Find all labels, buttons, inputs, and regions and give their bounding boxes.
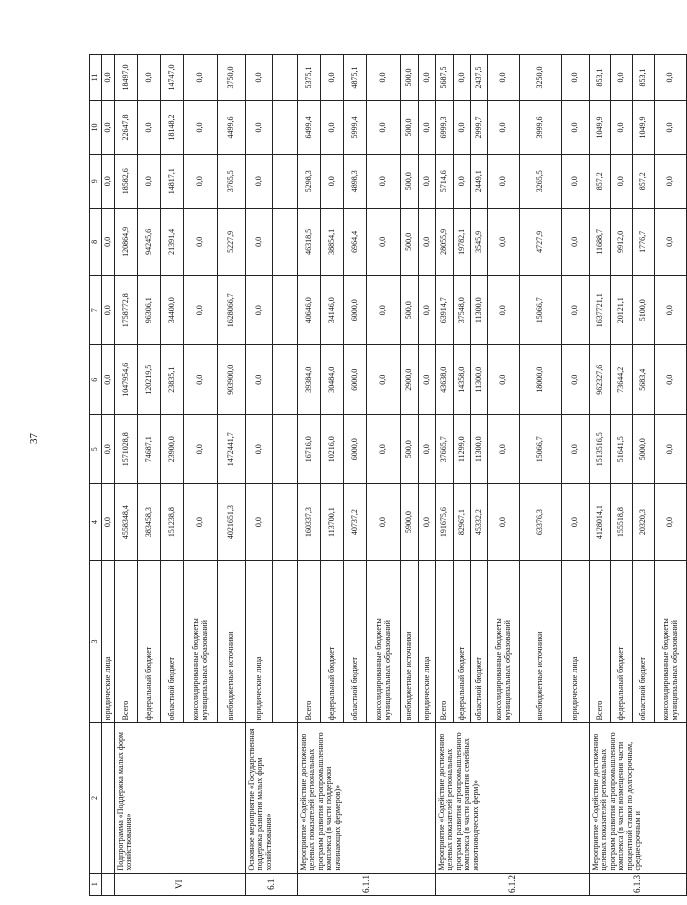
amount-cell: 0,0 — [246, 154, 273, 208]
amount-cell: 5375,1 — [298, 55, 321, 101]
funding-source-cell: федеральный бюджет — [138, 560, 161, 723]
table-row — [246, 55, 273, 896]
row-number-cell: 6.1.3 — [590, 873, 687, 895]
amount-cell: 0,0 — [102, 154, 115, 208]
funding-source-cell: областной бюджет — [161, 560, 184, 723]
amount-cell: 0,0 — [184, 484, 218, 560]
amount-cell: 0,0 — [562, 414, 590, 484]
amount-cell: 0,0 — [367, 345, 401, 415]
amount-cell: 903900,0 — [218, 345, 246, 415]
amount-cell: 0,0 — [184, 345, 218, 415]
column-number: 10 — [90, 101, 102, 155]
amount-cell: 39384,0 — [298, 345, 321, 415]
row-number-cell: 6.1.1 — [298, 873, 436, 895]
amount-cell: 11688,7 — [590, 208, 611, 275]
event-name-cell — [102, 723, 115, 873]
amount-cell: 0,0 — [367, 208, 401, 275]
amount-cell: 0,0 — [488, 484, 520, 560]
amount-cell: 1776,7 — [633, 208, 655, 275]
row-number-cell: 6.1.2 — [436, 873, 590, 895]
amount-cell: 21391,4 — [161, 208, 184, 275]
amount-cell: 37665,7 — [436, 414, 454, 484]
amount-cell: 4021651,3 — [218, 484, 246, 560]
amount-cell: 5298,3 — [298, 154, 321, 208]
amount-cell: 0,0 — [562, 345, 590, 415]
column-number: 1 — [90, 873, 102, 895]
amount-cell: 0,0 — [367, 101, 401, 155]
event-name-cell: Мероприятие «Содействие достижению целевых показателей региональных программ развития агропромышленного комплекса (в части поддержки начинающих фермеров)» — [298, 723, 436, 873]
amount-cell: 0,0 — [655, 345, 687, 415]
amount-cell: 120219,5 — [138, 345, 161, 415]
amount-cell: 0,0 — [367, 275, 401, 345]
amount-cell: 0,0 — [488, 275, 520, 345]
amount-cell: 0,0 — [138, 154, 161, 208]
amount-cell: 0,0 — [655, 101, 687, 155]
amount-cell: 0,0 — [419, 154, 436, 208]
row-number-cell — [102, 873, 115, 895]
amount-cell — [273, 101, 298, 155]
amount-cell: 5000,0 — [633, 414, 655, 484]
amount-cell: 1047954,6 — [115, 345, 138, 415]
amount-cell: 0,0 — [419, 55, 436, 101]
amount-cell: 23835,1 — [161, 345, 184, 415]
amount-cell: 14747,0 — [161, 55, 184, 101]
amount-cell: 0,0 — [419, 414, 436, 484]
amount-cell: 0,0 — [454, 154, 471, 208]
amount-cell: 962327,6 — [590, 345, 611, 415]
amount-cell: 5714,6 — [436, 154, 454, 208]
amount-cell: 18582,6 — [115, 154, 138, 208]
amount-cell: 0,0 — [246, 55, 273, 101]
amount-cell: 0,0 — [419, 345, 436, 415]
amount-cell — [273, 154, 298, 208]
amount-cell: 0,0 — [138, 101, 161, 155]
amount-cell: 11300,0 — [471, 414, 488, 484]
amount-cell: 0,0 — [184, 55, 218, 101]
amount-cell: 4558348,4 — [115, 484, 138, 560]
funding-source-cell: федеральный бюджет — [611, 560, 633, 723]
amount-cell: 0,0 — [102, 101, 115, 155]
table-row — [102, 55, 115, 896]
column-number: 3 — [90, 560, 102, 723]
amount-cell — [273, 208, 298, 275]
amount-cell: 0,0 — [419, 484, 436, 560]
amount-cell: 0,0 — [488, 414, 520, 484]
amount-cell — [273, 484, 298, 560]
amount-cell: 0,0 — [419, 275, 436, 345]
funding-source-cell: консолидированные бюджеты муниципальных образований — [367, 560, 401, 723]
amount-cell: 500,0 — [401, 55, 419, 101]
funding-source-cell: внебюджетные источники — [401, 560, 419, 723]
amount-cell: 51641,5 — [611, 414, 633, 484]
amount-cell: 5100,0 — [633, 275, 655, 345]
amount-cell: 19782,1 — [454, 208, 471, 275]
amount-cell: 0,0 — [102, 275, 115, 345]
amount-cell — [273, 345, 298, 415]
amount-cell: 0,0 — [102, 484, 115, 560]
amount-cell: 14358,0 — [454, 345, 471, 415]
amount-cell: 0,0 — [562, 484, 590, 560]
amount-cell: 0,0 — [246, 101, 273, 155]
amount-cell: 0,0 — [246, 345, 273, 415]
amount-cell: 0,0 — [419, 101, 436, 155]
amount-cell: 18000,0 — [520, 345, 562, 415]
amount-cell: 5999,4 — [344, 101, 367, 155]
amount-cell: 0,0 — [419, 208, 436, 275]
amount-cell: 6999,3 — [436, 101, 454, 155]
amount-cell: 6964,4 — [344, 208, 367, 275]
amount-cell: 0,0 — [367, 414, 401, 484]
funding-source-cell — [273, 560, 298, 723]
amount-cell: 0,0 — [367, 484, 401, 560]
amount-cell: 10216,0 — [321, 414, 344, 484]
amount-cell: 0,0 — [184, 154, 218, 208]
amount-cell: 0,0 — [454, 101, 471, 155]
amount-cell: 37548,0 — [454, 275, 471, 345]
amount-cell: 0,0 — [246, 484, 273, 560]
amount-cell: 500,0 — [401, 154, 419, 208]
amount-cell — [273, 414, 298, 484]
amount-cell: 3750,0 — [218, 55, 246, 101]
amount-cell: 0,0 — [562, 154, 590, 208]
event-name-cell: Подпрограмма «Поддержка малых форм хозяйствования» — [115, 723, 246, 873]
amount-cell: 0,0 — [102, 208, 115, 275]
amount-cell: 383458,3 — [138, 484, 161, 560]
column-number: 6 — [90, 345, 102, 415]
amount-cell: 6499,4 — [298, 101, 321, 155]
amount-cell: 38854,1 — [321, 208, 344, 275]
funding-source-cell: юридические лица — [246, 560, 273, 723]
amount-cell: 18148,2 — [161, 101, 184, 155]
amount-cell: 18497,0 — [115, 55, 138, 101]
row-number-cell: VI — [115, 873, 246, 895]
amount-cell: 0,0 — [488, 55, 520, 101]
amount-cell: 0,0 — [246, 275, 273, 345]
column-number: 5 — [90, 414, 102, 484]
amount-cell: 0,0 — [184, 275, 218, 345]
amount-cell: 1637721,1 — [590, 275, 611, 345]
amount-cell: 4727,9 — [520, 208, 562, 275]
amount-cell: 16716,0 — [298, 414, 321, 484]
page-number: 37 — [28, 433, 40, 444]
event-name-cell: Основное мероприятие «Государственная поддержка развития малых форм хозяйствования» — [246, 723, 298, 873]
amount-cell: 40737,2 — [344, 484, 367, 560]
amount-cell: 34146,0 — [321, 275, 344, 345]
table-row — [436, 55, 454, 896]
amount-cell: 3765,5 — [218, 154, 246, 208]
amount-cell: 4898,3 — [344, 154, 367, 208]
amount-cell: 0,0 — [655, 484, 687, 560]
amount-cell: 0,0 — [488, 208, 520, 275]
amount-cell: 853,1 — [590, 55, 611, 101]
funding-source-cell: Всего — [590, 560, 611, 723]
amount-cell: 0,0 — [562, 275, 590, 345]
column-number-row — [90, 55, 102, 896]
funding-source-cell: консолидированные бюджеты муниципальных образований — [655, 560, 687, 723]
funding-source-cell: внебюджетные источники — [218, 560, 246, 723]
amount-cell: 1472441,7 — [218, 414, 246, 484]
amount-cell: 22647,8 — [115, 101, 138, 155]
amount-cell — [273, 275, 298, 345]
funding-source-cell: Всего — [298, 560, 321, 723]
amount-cell: 73644,2 — [611, 345, 633, 415]
amount-cell: 0,0 — [488, 101, 520, 155]
funding-source-cell: Всего — [115, 560, 138, 723]
amount-cell: 500,0 — [401, 414, 419, 484]
funding-source-cell: юридические лица — [562, 560, 590, 723]
amount-cell: 4499,6 — [218, 101, 246, 155]
amount-cell: 1049,9 — [590, 101, 611, 155]
amount-cell: 0,0 — [562, 101, 590, 155]
amount-cell: 0,0 — [138, 55, 161, 101]
amount-cell: 160337,3 — [298, 484, 321, 560]
amount-cell: 3265,5 — [520, 154, 562, 208]
amount-cell: 0,0 — [367, 55, 401, 101]
amount-cell: 23900,0 — [161, 414, 184, 484]
amount-cell: 30484,0 — [321, 345, 344, 415]
amount-cell: 0,0 — [655, 208, 687, 275]
amount-cell: 74687,1 — [138, 414, 161, 484]
amount-cell: 0,0 — [246, 208, 273, 275]
amount-cell: 14817,1 — [161, 154, 184, 208]
amount-cell: 0,0 — [367, 154, 401, 208]
amount-cell: 0,0 — [184, 414, 218, 484]
amount-cell: 1571028,8 — [115, 414, 138, 484]
amount-cell: 40646,0 — [298, 275, 321, 345]
amount-cell: 4875,1 — [344, 55, 367, 101]
amount-cell: 0,0 — [321, 55, 344, 101]
amount-cell: 500,0 — [401, 208, 419, 275]
amount-cell: 11300,0 — [471, 275, 488, 345]
amount-cell: 45332,2 — [471, 484, 488, 560]
table-row — [115, 55, 138, 896]
amount-cell: 46318,5 — [298, 208, 321, 275]
row-number-cell: 6.1 — [246, 873, 298, 895]
amount-cell: 113700,1 — [321, 484, 344, 560]
funding-source-cell: областной бюджет — [471, 560, 488, 723]
amount-cell: 0,0 — [102, 55, 115, 101]
funding-source-cell: Всего — [436, 560, 454, 723]
amount-cell: 0,0 — [321, 101, 344, 155]
amount-cell: 0,0 — [321, 154, 344, 208]
amount-cell: 5900,0 — [401, 484, 419, 560]
funding-source-cell: юридические лица — [419, 560, 436, 723]
amount-cell: 11299,0 — [454, 414, 471, 484]
amount-cell: 1758772,8 — [115, 275, 138, 345]
amount-cell: 857,2 — [633, 154, 655, 208]
amount-cell: 1049,9 — [633, 101, 655, 155]
amount-cell: 96306,1 — [138, 275, 161, 345]
amount-cell: 0,0 — [488, 345, 520, 415]
column-number: 7 — [90, 275, 102, 345]
amount-cell: 0,0 — [488, 154, 520, 208]
amount-cell: 5227,9 — [218, 208, 246, 275]
amount-cell: 5683,4 — [633, 345, 655, 415]
amount-cell: 94245,6 — [138, 208, 161, 275]
amount-cell: 9912,0 — [611, 208, 633, 275]
amount-cell: 0,0 — [562, 208, 590, 275]
amount-cell: 1628066,7 — [218, 275, 246, 345]
amount-cell: 0,0 — [454, 55, 471, 101]
amount-cell: 0,0 — [562, 55, 590, 101]
funding-source-cell: федеральный бюджет — [454, 560, 471, 723]
amount-cell: 2449,1 — [471, 154, 488, 208]
amount-cell: 0,0 — [655, 55, 687, 101]
amount-cell: 4128014,1 — [590, 484, 611, 560]
amount-cell: 120864,9 — [115, 208, 138, 275]
funding-source-cell: областной бюджет — [344, 560, 367, 723]
amount-cell: 853,1 — [633, 55, 655, 101]
amount-cell: 6000,0 — [344, 345, 367, 415]
column-number: 2 — [90, 723, 102, 873]
amount-cell: 2437,5 — [471, 55, 488, 101]
amount-cell: 2900,0 — [401, 345, 419, 415]
amount-cell: 11300,0 — [471, 345, 488, 415]
amount-cell: 0,0 — [655, 414, 687, 484]
amount-cell: 191675,6 — [436, 484, 454, 560]
table-row — [298, 55, 321, 896]
amount-cell: 20320,3 — [633, 484, 655, 560]
column-number: 8 — [90, 208, 102, 275]
table-row — [590, 55, 611, 896]
amount-cell: 0,0 — [655, 275, 687, 345]
amount-cell: 20121,1 — [611, 275, 633, 345]
amount-cell — [273, 55, 298, 101]
budget-table — [89, 54, 687, 896]
amount-cell: 6000,0 — [344, 414, 367, 484]
amount-cell: 28055,9 — [436, 208, 454, 275]
amount-cell: 63376,3 — [520, 484, 562, 560]
amount-cell: 3999,6 — [520, 101, 562, 155]
amount-cell: 151238,8 — [161, 484, 184, 560]
amount-cell: 6000,0 — [344, 275, 367, 345]
amount-cell: 155518,8 — [611, 484, 633, 560]
funding-source-cell: областной бюджет — [633, 560, 655, 723]
column-number: 11 — [90, 55, 102, 101]
amount-cell: 3545,9 — [471, 208, 488, 275]
amount-cell: 500,0 — [401, 101, 419, 155]
funding-source-cell: внебюджетные источники — [520, 560, 562, 723]
column-number: 4 — [90, 484, 102, 560]
amount-cell: 0,0 — [611, 55, 633, 101]
amount-cell: 5687,5 — [436, 55, 454, 101]
amount-cell: 2999,7 — [471, 101, 488, 155]
amount-cell: 0,0 — [246, 414, 273, 484]
amount-cell: 15066,7 — [520, 414, 562, 484]
funding-source-cell: консолидированные бюджеты муниципальных образований — [184, 560, 218, 723]
amount-cell: 500,0 — [401, 275, 419, 345]
amount-cell: 0,0 — [611, 154, 633, 208]
funding-source-cell: юридические лица — [102, 560, 115, 723]
amount-cell: 3250,0 — [520, 55, 562, 101]
amount-cell: 34400,0 — [161, 275, 184, 345]
amount-cell: 43638,0 — [436, 345, 454, 415]
amount-cell: 0,0 — [102, 345, 115, 415]
amount-cell: 82967,1 — [454, 484, 471, 560]
funding-source-cell: федеральный бюджет — [321, 560, 344, 723]
amount-cell: 0,0 — [184, 101, 218, 155]
rotated-table-page — [89, 54, 679, 896]
amount-cell: 15066,7 — [520, 275, 562, 345]
amount-cell: 0,0 — [102, 414, 115, 484]
event-name-cell: Мероприятие «Содействие достижению целевых показателей региональных программ развития агропромышленного комплекса (в части развития семейных животноводческих ферм)» — [436, 723, 590, 873]
amount-cell: 63914,7 — [436, 275, 454, 345]
amount-cell: 0,0 — [611, 101, 633, 155]
amount-cell: 1513516,5 — [590, 414, 611, 484]
amount-cell: 0,0 — [184, 208, 218, 275]
amount-cell: 0,0 — [655, 154, 687, 208]
funding-source-cell: консолидированные бюджеты муниципальных образований — [488, 560, 520, 723]
event-name-cell: Мероприятие «Содействие достижению целевых показателей региональных программ развития агропромышленного комплекса (в части возмещения части процентной ставки по долгосрочным, среднесрочным и — [590, 723, 687, 873]
column-number: 9 — [90, 154, 102, 208]
amount-cell: 857,2 — [590, 154, 611, 208]
